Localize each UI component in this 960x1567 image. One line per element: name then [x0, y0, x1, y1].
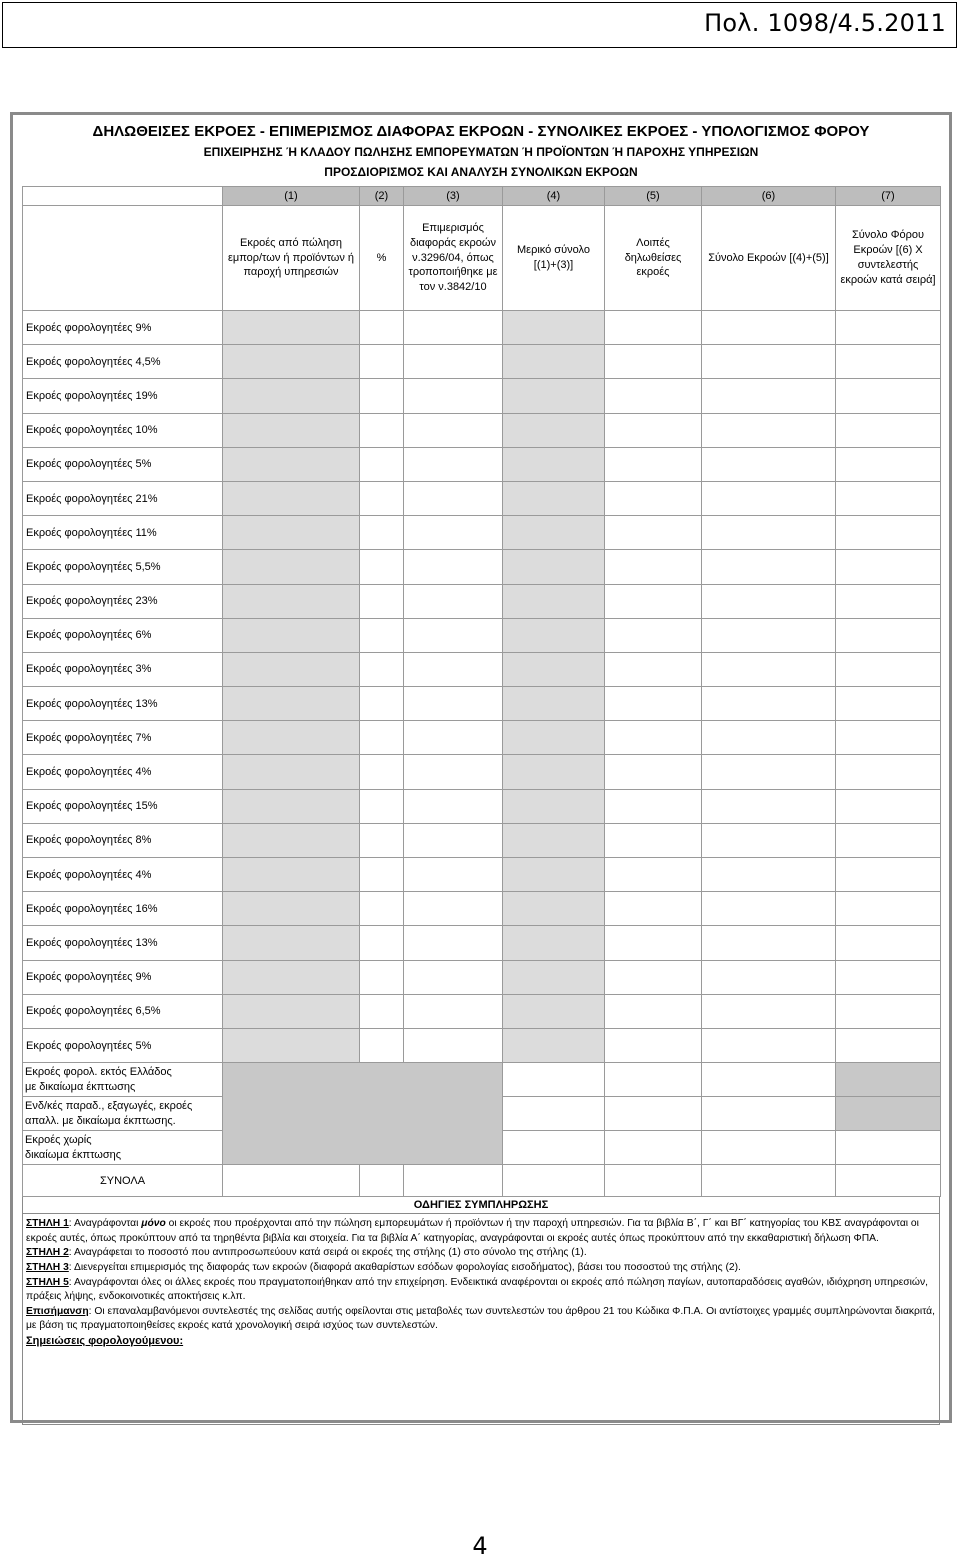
emphasis-text: μόνο [141, 1218, 166, 1230]
input-cell[interactable] [360, 926, 404, 960]
input-cell[interactable] [404, 858, 503, 892]
input-cell[interactable] [702, 345, 836, 379]
input-cell[interactable] [404, 584, 503, 618]
input-cell[interactable] [702, 823, 836, 857]
table-row [23, 960, 941, 994]
input-cell[interactable] [503, 345, 605, 379]
input-cell[interactable] [836, 1131, 941, 1165]
row-label-line: Ενδ/κές παραδ., εξαγωγές, εκροές [25, 1099, 193, 1112]
row-label: Εκροές φορολογητέες 4% [23, 858, 223, 892]
input-cell[interactable] [503, 1063, 605, 1097]
table-row [23, 687, 941, 721]
input-cell[interactable] [702, 481, 836, 515]
row-label-line: δικαίωμα έκπτωσης [25, 1148, 122, 1161]
input-cell[interactable] [223, 618, 360, 652]
row-label: Εκροές φορολογητέες 9% [23, 311, 223, 345]
input-cell[interactable] [360, 516, 404, 550]
input-cell[interactable] [605, 823, 702, 857]
table-row [23, 994, 941, 1028]
row-label [23, 1097, 223, 1131]
input-cell[interactable] [836, 994, 941, 1028]
column-header: Επιμερισμός διαφοράς εκροών ν.3296/04, όπως τροποποιήθηκε με τον ν.3842/10 [404, 206, 503, 311]
input-cell[interactable] [404, 755, 503, 789]
input-cell[interactable] [360, 892, 404, 926]
row-label: Εκροές φορολογητέες 5,5% [23, 550, 223, 584]
column-header: Εκροές από πώληση εμπορ/των ή προϊόντων ή παροχή υπηρεσιών [223, 206, 360, 311]
input-cell[interactable] [223, 481, 360, 515]
input-cell[interactable] [503, 926, 605, 960]
input-cell[interactable] [836, 379, 941, 413]
table-row [23, 413, 941, 447]
page-number: 4 [472, 1532, 488, 1560]
input-cell[interactable] [503, 550, 605, 584]
column-number: (3) [404, 187, 503, 206]
input-cell[interactable] [702, 926, 836, 960]
input-cell[interactable] [836, 960, 941, 994]
input-cell[interactable] [360, 345, 404, 379]
instruction-text: : Αναγράφεται το ποσοστό που αντιπροσωπεύουν κατά σειρά οι εκροές της στήλης (1) στο σύνολο της στήλης (1). [68, 1247, 587, 1259]
input-cell[interactable] [223, 516, 360, 550]
input-cell[interactable] [360, 687, 404, 721]
note-tag: Επισήμανση [26, 1305, 89, 1317]
total-cell[interactable] [223, 1165, 360, 1197]
blank-cell [23, 206, 223, 311]
input-cell[interactable] [360, 721, 404, 755]
input-cell[interactable] [605, 994, 702, 1028]
row-label [23, 1063, 223, 1097]
input-cell[interactable] [223, 345, 360, 379]
input-cell[interactable] [702, 1131, 836, 1165]
input-cell[interactable] [404, 311, 503, 345]
input-cell[interactable] [503, 584, 605, 618]
input-cell[interactable] [223, 960, 360, 994]
input-cell[interactable] [702, 960, 836, 994]
input-cell[interactable] [503, 481, 605, 515]
input-cell[interactable] [223, 550, 360, 584]
column-number: (7) [836, 187, 941, 206]
row-label: Εκροές φορολογητέες 23% [23, 584, 223, 618]
input-cell[interactable] [702, 687, 836, 721]
form-title: ΔΗΛΩΘΕΙΣΕΣ ΕΚΡΟΕΣ - ΕΠΙΜΕΡΙΣΜΟΣ ΔΙΑΦΟΡΑΣ ΕΚΡΟΩΝ - ΣΥΝΟΛΙΚΕΣ ΕΚΡΟΕΣ - ΥΠΟΛΟΓΙΣΜΟΣ ΦΟΡΟΥ [92, 123, 870, 140]
total-cell[interactable] [360, 1165, 404, 1197]
outputs-table [22, 186, 941, 1197]
table-row [23, 618, 941, 652]
input-cell[interactable] [605, 584, 702, 618]
row-label [23, 1131, 223, 1165]
input-cell[interactable] [605, 1097, 702, 1131]
column-tag: ΣΤΗΛΗ 3 [26, 1261, 69, 1273]
totals-label: ΣΥΝΟΛΑ [23, 1165, 223, 1197]
row-label: Εκροές φορολογητέες 3% [23, 652, 223, 686]
input-cell[interactable] [836, 721, 941, 755]
table-row [23, 345, 941, 379]
input-cell[interactable] [404, 823, 503, 857]
totals-row [23, 1165, 941, 1197]
table-row [23, 721, 941, 755]
input-cell[interactable] [404, 994, 503, 1028]
input-cell[interactable] [836, 481, 941, 515]
input-cell[interactable] [836, 1097, 941, 1131]
input-cell[interactable] [503, 1131, 605, 1165]
taxpayer-notes-label: Σημειώσεις φορολογούμενου: [26, 1335, 184, 1347]
column-number: (1) [223, 187, 360, 206]
input-cell[interactable] [503, 516, 605, 550]
input-cell[interactable] [605, 789, 702, 823]
instructions-title: ΟΔΗΓΙΕΣ ΣΥΜΠΛΗΡΩΣΗΣ [23, 1197, 939, 1214]
instruction-column-3 [26, 1261, 936, 1276]
input-cell[interactable] [702, 755, 836, 789]
input-cell[interactable] [404, 789, 503, 823]
input-cell[interactable] [360, 481, 404, 515]
input-cell[interactable] [360, 447, 404, 481]
input-cell[interactable] [605, 1063, 702, 1097]
input-cell[interactable] [223, 447, 360, 481]
input-cell[interactable] [223, 687, 360, 721]
input-cell[interactable] [702, 311, 836, 345]
input-cell[interactable] [223, 379, 360, 413]
input-cell[interactable] [503, 789, 605, 823]
input-cell[interactable] [223, 652, 360, 686]
input-cell[interactable] [223, 1028, 360, 1062]
blank-cell [23, 187, 223, 206]
input-cell[interactable] [503, 960, 605, 994]
row-label-line: Εκροές φορολ. εκτός Ελλάδος [25, 1065, 172, 1078]
input-cell[interactable] [605, 687, 702, 721]
total-cell[interactable] [404, 1165, 503, 1197]
input-cell[interactable] [605, 721, 702, 755]
input-cell[interactable] [605, 892, 702, 926]
input-cell[interactable] [404, 550, 503, 584]
input-cell[interactable] [360, 311, 404, 345]
input-cell[interactable] [360, 550, 404, 584]
total-cell[interactable] [503, 1165, 605, 1197]
input-cell[interactable] [503, 755, 605, 789]
tax-form [10, 112, 952, 1423]
column-number: (2) [360, 187, 404, 206]
table-row [23, 447, 941, 481]
input-cell[interactable] [605, 550, 702, 584]
input-cell[interactable] [605, 926, 702, 960]
input-cell[interactable] [223, 413, 360, 447]
input-cell[interactable] [836, 584, 941, 618]
input-cell[interactable] [404, 687, 503, 721]
input-cell[interactable] [836, 789, 941, 823]
input-cell[interactable] [360, 858, 404, 892]
column-header-row [23, 206, 941, 311]
row-label: Εκροές φορολογητέες 16% [23, 892, 223, 926]
input-cell[interactable] [360, 755, 404, 789]
table-row [23, 892, 941, 926]
input-cell[interactable] [702, 858, 836, 892]
input-cell[interactable] [605, 755, 702, 789]
form-content [22, 124, 940, 1411]
input-cell[interactable] [404, 721, 503, 755]
input-cell[interactable] [836, 652, 941, 686]
table-row [23, 379, 941, 413]
input-cell[interactable] [836, 687, 941, 721]
input-cell[interactable] [836, 550, 941, 584]
document-reference: Πολ. 1098/4.5.2011 [704, 9, 946, 37]
column-number: (5) [605, 187, 702, 206]
instruction-column-2 [26, 1246, 936, 1261]
input-cell[interactable] [223, 584, 360, 618]
table-row [23, 755, 941, 789]
input-cell[interactable] [223, 311, 360, 345]
table-row [23, 1063, 941, 1097]
input-cell[interactable] [503, 1097, 605, 1131]
input-cell[interactable] [836, 858, 941, 892]
shaded-block [223, 1063, 503, 1165]
row-label: Εκροές φορολογητέες 19% [23, 379, 223, 413]
input-cell[interactable] [223, 755, 360, 789]
input-cell[interactable] [605, 379, 702, 413]
input-cell[interactable] [605, 481, 702, 515]
header-box [2, 2, 957, 48]
input-cell[interactable] [404, 481, 503, 515]
input-cell[interactable] [223, 858, 360, 892]
input-cell[interactable] [503, 823, 605, 857]
input-cell[interactable] [702, 516, 836, 550]
input-cell[interactable] [836, 1063, 941, 1097]
instruction-text: : Αναγράφονται [68, 1218, 142, 1230]
input-cell[interactable] [836, 1028, 941, 1062]
input-cell[interactable] [503, 687, 605, 721]
instruction-column-1 [26, 1217, 936, 1246]
row-label-line: Εκροές χωρίς [25, 1133, 92, 1146]
row-label: Εκροές φορολογητέες 8% [23, 823, 223, 857]
input-cell[interactable] [503, 618, 605, 652]
input-cell[interactable] [360, 789, 404, 823]
column-tag: ΣΤΗΛΗ 1 [26, 1218, 69, 1230]
row-label: Εκροές φορολογητέες 4% [23, 755, 223, 789]
row-label: Εκροές φορολογητέες 11% [23, 516, 223, 550]
input-cell[interactable] [503, 379, 605, 413]
row-label-line: απαλλ. με δικαίωμα έκπτωσης. [25, 1114, 176, 1127]
instruction-column-5 [26, 1276, 936, 1305]
input-cell[interactable] [404, 960, 503, 994]
input-cell[interactable] [404, 345, 503, 379]
table-row [23, 584, 941, 618]
input-cell[interactable] [404, 892, 503, 926]
input-cell[interactable] [702, 1063, 836, 1097]
instruction-note [26, 1305, 936, 1334]
row-label-line: με δικαίωμα έκπτωσης [25, 1080, 136, 1093]
row-label: Εκροές φορολογητέες 9% [23, 960, 223, 994]
input-cell[interactable] [360, 618, 404, 652]
column-header: Σύνολο Εκροών [(4)+(5)] [702, 206, 836, 311]
table-row [23, 858, 941, 892]
row-label: Εκροές φορολογητέες 13% [23, 687, 223, 721]
input-cell[interactable] [836, 516, 941, 550]
input-cell[interactable] [223, 926, 360, 960]
input-cell[interactable] [404, 447, 503, 481]
input-cell[interactable] [605, 345, 702, 379]
input-cell[interactable] [503, 311, 605, 345]
input-cell[interactable] [702, 789, 836, 823]
row-label: Εκροές φορολογητέες 15% [23, 789, 223, 823]
input-cell[interactable] [702, 721, 836, 755]
input-cell[interactable] [404, 1028, 503, 1062]
column-header: Λοιπές δηλωθείσες εκροές [605, 206, 702, 311]
input-cell[interactable] [360, 960, 404, 994]
input-cell[interactable] [836, 823, 941, 857]
table-row [23, 926, 941, 960]
table-row [23, 823, 941, 857]
input-cell[interactable] [836, 618, 941, 652]
input-cell[interactable] [605, 413, 702, 447]
table-row [23, 652, 941, 686]
table-row [23, 789, 941, 823]
input-cell[interactable] [360, 1028, 404, 1062]
total-cell[interactable] [702, 1165, 836, 1197]
instruction-text: : Οι επαναλαμβανόμενοι συντελεστές της σελίδας αυτής οφείλονται στις μεταβολές των συντελεστών του άρθρου 21 του Κώδικα Φ.Π.Α. Οι αντίστοιχες γραμμές συμπληρώνονται διακριτά, με βάση τις πραγματοποιηθείσες εκροές κατά χρονολογική σειρά ισχύος των συντελεστών. [26, 1305, 935, 1332]
input-cell[interactable] [503, 721, 605, 755]
row-label: Εκροές φορολογητέες 13% [23, 926, 223, 960]
column-tag: ΣΤΗΛΗ 2 [26, 1247, 69, 1259]
row-label: Εκροές φορολογητέες 10% [23, 413, 223, 447]
input-cell[interactable] [836, 926, 941, 960]
table-row [23, 1028, 941, 1062]
input-cell[interactable] [702, 550, 836, 584]
row-label: Εκροές φορολογητέες 5% [23, 1028, 223, 1062]
column-number-row [23, 187, 941, 206]
instruction-text: : Διενεργείται επιμερισμός της διαφοράς των εκροών (διαφορά ακαθαρίστων εσόδων φορολογίας εισοδήματος), βάσει του ποσοστού της στήλης (2). [68, 1261, 741, 1273]
input-cell[interactable] [702, 447, 836, 481]
input-cell[interactable] [360, 413, 404, 447]
input-cell[interactable] [503, 858, 605, 892]
total-cell[interactable] [836, 1165, 941, 1197]
row-label: Εκροές φορολογητέες 4,5% [23, 345, 223, 379]
row-label: Εκροές φορολογητέες 6,5% [23, 994, 223, 1028]
input-cell[interactable] [360, 994, 404, 1028]
input-cell[interactable] [605, 516, 702, 550]
column-header: Μερικό σύνολο [(1)+(3)] [503, 206, 605, 311]
input-cell[interactable] [605, 652, 702, 686]
input-cell[interactable] [836, 311, 941, 345]
input-cell[interactable] [404, 379, 503, 413]
instruction-text: οι εκροές που προέρχονται από την πώληση εμπορευμάτων ή προϊόντων ή την παροχή υπηρεσιών. Για τα βιβλία Β΄, Γ΄ και ΒΓ΄ κατηγορίας του ΚΒΣ αναγράφονται οι εκροές αυτές, όπως προκύπτουν από τα τηρηθέντα βιβλία και στοιχεία. Για τα βιβλία Α΄ κατηγορίας, αναγράφονται οι εκροές αυτές όπως προκύπτουν από την εκκαθαριστική δήλωση ΦΠΑ. [26, 1218, 919, 1244]
input-cell[interactable] [702, 379, 836, 413]
input-cell[interactable] [404, 652, 503, 686]
input-cell[interactable] [836, 892, 941, 926]
input-cell[interactable] [605, 1131, 702, 1165]
input-cell[interactable] [503, 652, 605, 686]
input-cell[interactable] [605, 858, 702, 892]
input-cell[interactable] [702, 652, 836, 686]
input-cell[interactable] [836, 413, 941, 447]
input-cell[interactable] [836, 447, 941, 481]
table-row [23, 516, 941, 550]
form-section-title: ΠΡΟΣΔΙΟΡΙΣΜΟΣ ΚΑΙ ΑΝΑΛΥΣΗ ΣΥΝΟΛΙΚΩΝ ΕΚΡΟΩΝ [324, 165, 638, 179]
input-cell[interactable] [360, 379, 404, 413]
input-cell[interactable] [503, 1028, 605, 1062]
input-cell[interactable] [836, 345, 941, 379]
input-cell[interactable] [702, 584, 836, 618]
table-row [23, 550, 941, 584]
input-cell[interactable] [503, 892, 605, 926]
table-row [23, 481, 941, 515]
input-cell[interactable] [836, 755, 941, 789]
input-cell[interactable] [360, 584, 404, 618]
row-label: Εκροές φορολογητέες 5% [23, 447, 223, 481]
input-cell[interactable] [223, 721, 360, 755]
input-cell[interactable] [702, 994, 836, 1028]
input-cell[interactable] [702, 1028, 836, 1062]
input-cell[interactable] [605, 1028, 702, 1062]
input-cell[interactable] [404, 618, 503, 652]
instructions-box [22, 1197, 940, 1425]
input-cell[interactable] [702, 892, 836, 926]
column-header: Σύνολο Φόρου Εκροών [(6) Χ συντελεστής εκροών κατά σειρά] [836, 206, 941, 311]
input-cell[interactable] [605, 618, 702, 652]
row-label: Εκροές φορολογητέες 21% [23, 481, 223, 515]
input-cell[interactable] [702, 618, 836, 652]
column-number: (6) [702, 187, 836, 206]
input-cell[interactable] [223, 892, 360, 926]
input-cell[interactable] [702, 1097, 836, 1131]
input-cell[interactable] [223, 789, 360, 823]
input-cell[interactable] [503, 994, 605, 1028]
input-cell[interactable] [702, 413, 836, 447]
input-cell[interactable] [605, 960, 702, 994]
input-cell[interactable] [360, 652, 404, 686]
input-cell[interactable] [605, 447, 702, 481]
input-cell[interactable] [503, 413, 605, 447]
input-cell[interactable] [404, 516, 503, 550]
input-cell[interactable] [605, 311, 702, 345]
input-cell[interactable] [360, 823, 404, 857]
input-cell[interactable] [404, 926, 503, 960]
input-cell[interactable] [404, 413, 503, 447]
table-row [23, 311, 941, 345]
column-number: (4) [503, 187, 605, 206]
row-label: Εκροές φορολογητέες 6% [23, 618, 223, 652]
instruction-text: : Αναγράφονται όλες οι άλλες εκροές που πραγματοποιήθηκαν από την επιχείρηση. Ενδεικτικά αναφέρονται οι εκροές από πώληση παγίων, αυτοπαραδόσεις αγαθών, ιδιόχρηση υπηρεσιών, πράξεις λήψης, ενδοκοινοτικές αποκτήσεις κ.λπ. [26, 1276, 928, 1303]
form-subtitle: ΕΠΙΧΕΙΡΗΣΗΣ Ή ΚΛΑΔΟΥ ΠΩΛΗΣΗΣ ΕΜΠΟΡΕΥΜΑΤΩΝ Ή ΠΡΟΪΟΝΤΩΝ Ή ΠΑΡΟΧΗΣ ΥΠΗΡΕΣΙΩΝ [203, 145, 759, 159]
column-header: % [360, 206, 404, 311]
row-label: Εκροές φορολογητέες 7% [23, 721, 223, 755]
input-cell[interactable] [503, 447, 605, 481]
input-cell[interactable] [223, 823, 360, 857]
total-cell[interactable] [605, 1165, 702, 1197]
column-tag: ΣΤΗΛΗ 5 [26, 1276, 69, 1288]
input-cell[interactable] [223, 994, 360, 1028]
